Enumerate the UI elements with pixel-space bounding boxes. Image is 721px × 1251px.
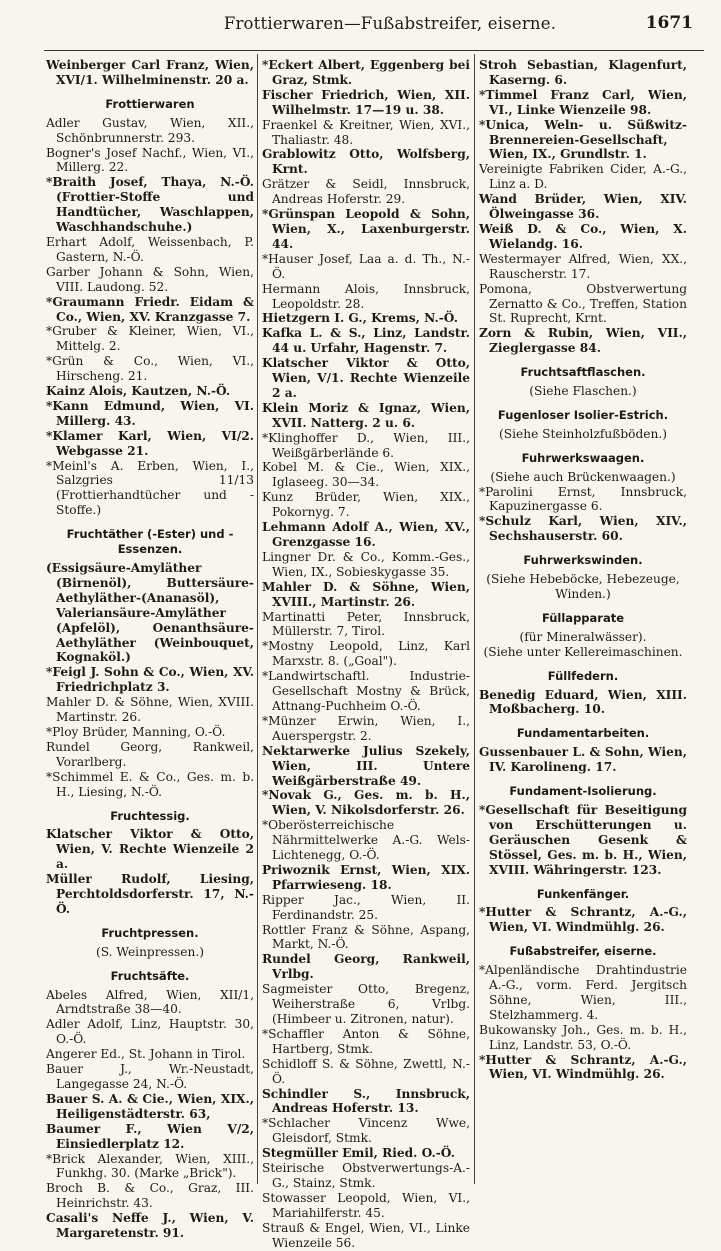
directory-entry: Grablowitz Otto, Wolfsberg, Krnt. <box>262 147 470 177</box>
cross-reference: (Siehe Flaschen.) <box>529 384 637 399</box>
cross-reference: (Siehe Steinholzfußböden.) <box>499 426 667 441</box>
column-divider <box>474 54 475 1184</box>
directory-entry: Benedig Eduard, Wien, XIII. Moßbacherg. 10. <box>479 687 687 717</box>
column-2 <box>262 58 470 1251</box>
section-heading: Fruchtsaftflaschen. <box>520 365 646 380</box>
directory-entry: Nektarwerke Julius Szekely, Wien, III. Untere Weißgärberstraße 49. <box>262 743 470 788</box>
directory-entry: *Graumann Friedr. Eidam & Co., Wien, XV. Kranzgasse 7. <box>46 294 254 324</box>
directory-entry: *Parolini Ernst, Innsbruck, Kapuzinergasse 6. <box>479 484 687 514</box>
section-heading: Funkenfänger. <box>536 886 630 901</box>
directory-entry: Ripper Jac., Wien, II. Ferdinandstr. 25. <box>262 892 470 922</box>
directory-entry: Lingner Dr. & Co., Komm.-Ges., Wien, IX., Sobieskygasse 35. <box>262 549 470 579</box>
directory-entry: *Klamer Karl, Wien, VI/2. Webgasse 21. <box>46 428 254 458</box>
directory-entry: Mahler D. & Söhne, Wien, XVIII. Martinstr. 26. <box>46 695 254 725</box>
directory-entry: *Schimmel E. & Co., Ges. m. b. H., Liesing, N.-Ö. <box>46 769 254 799</box>
directory-entry: Klatscher Viktor & Otto, Wien, V/1. Rechte Wienzeile 2 a. <box>262 356 470 400</box>
directory-entry: Bauer J., Wr.-Neustadt, Langegasse 24, N.-Ö. <box>46 1062 254 1091</box>
directory-entry: Fischer Friedrich, Wien, XII. Wilhelmstr. 17—19 u. 38. <box>262 87 470 117</box>
directory-entry: *Hutter & Schrantz, A.-G., Wien, VI. Windmühlg. 26. <box>479 905 687 935</box>
column-divider <box>257 54 258 1184</box>
directory-entry: Erhart Adolf, Weissenbach, P. Gastern, N.-Ö. <box>46 234 254 264</box>
directory-entry: Westermayer Alfred, Wien, XX., Rauscherstr. 17. <box>479 251 687 281</box>
directory-entry: *Brick Alexander, Wien, XIII., Funkhg. 30. (Marke „Brick"). <box>46 1151 254 1181</box>
directory-entry: Sagmeister Otto, Bregenz, Weiherstraße 6, Vrlbg. (Himbeer u. Zitronen, natur). <box>262 982 470 1026</box>
directory-entry: Hermann Alois, Innsbruck, Leopoldstr. 28. <box>262 281 470 311</box>
directory-entry: *Oberösterreichische Nährmittelwerke A.-G. Wels-Lichtenegg, O.-Ö. <box>262 818 470 863</box>
directory-entry: Baumer F., Wien V/2, Einsiedlerplatz 12. <box>46 1121 254 1151</box>
directory-entry: *Feigl J. Sohn & Co., Wien, XV. Friedrichplatz 3. <box>46 665 254 695</box>
section-heading: Füllapparate <box>541 610 625 625</box>
directory-entry: Müller Rudolf, Liesing, Perchtoldsdorferstr. 17, N.-Ö. <box>46 872 254 916</box>
page-number: 1671 <box>645 13 693 33</box>
directory-entry: *Klinghoffer D., Wien, III., Weißgärberlände 6. <box>262 430 470 460</box>
directory-entry: *Schaffler Anton & Söhne, Hartberg, Stmk. <box>262 1026 470 1056</box>
section-heading: Füllfedern. <box>547 668 619 683</box>
directory-entry: Klatscher Viktor & Otto, Wien, V. Rechte Wienzeile 2 a. <box>46 827 254 872</box>
directory-entry: Hietzgern I. G., Krems, N.-Ö. <box>262 311 458 326</box>
directory-entry: Schindler S., Innsbruck, Andreas Hoferstr. 13. <box>262 1086 470 1116</box>
directory-entry: Bauer S. A. & Cie., Wien, XIX., Heiligenstädterstr. 63, <box>46 1091 254 1121</box>
directory-entry: *Alpenländische Drahtindustrie A.-G., vorm. Ferd. Jergitsch Söhne, Wien, III., Stelzhammerg. 4. <box>479 963 687 1022</box>
directory-entry: Weinberger Carl Franz, Wien, XVI/1. Wilhelminenstr. 20 a. <box>46 58 254 87</box>
directory-entry: *Kann Edmund, Wien, VI. Millerg. 43. <box>46 398 254 428</box>
column-1 <box>46 58 254 1241</box>
directory-entry: *Hauser Josef, Laa a. d. Th., N.-Ö. <box>262 251 470 281</box>
column-3 <box>479 58 687 1082</box>
directory-entry: Gussenbauer L. & Sohn, Wien, IV. Karolineng. 17. <box>479 745 687 775</box>
directory-entry: *Timmel Franz Carl, Wien, VI., Linke Wienzeile 98. <box>479 87 687 117</box>
directory-entry: Zorn & Rubin, Wien, VII., Zieglergasse 84. <box>479 326 687 356</box>
section-heading: Fußabstreifer, eiserne. <box>509 944 657 959</box>
page-header <box>0 8 721 38</box>
directory-entry: Rundel Georg, Rankweil, Vrlbg. <box>262 952 470 982</box>
directory-entry: Adler Adolf, Linz, Hauptstr. 30, O.-Ö. <box>46 1017 254 1047</box>
directory-entry: Kobel M. & Cie., Wien, XIX., Iglaseeg. 30—34. <box>262 460 470 490</box>
directory-entry: Stegmüller Emil, Ried. O.-Ö. <box>262 1146 455 1161</box>
directory-entry: Klein Moriz & Ignaz, Wien, XVII. Natterg. 2 u. 6. <box>262 400 470 430</box>
directory-entry: *Gesellschaft für Beseitigung von Erschütterungen u. Geräuschen Gesenk & Stössel, Ges. m. b. H., Wien, XVIII. Währingerstr. 123. <box>479 802 687 877</box>
directory-entry: Priwoznik Ernst, Wien, XIX. Pfarrwieseng. 18. <box>262 862 470 892</box>
directory-entry: Bukowansky Joh., Ges. m. b. H., Linz, Landstr. 53, O.-Ö. <box>479 1022 687 1052</box>
directory-entry: Pomona, Obstverwertung Zernatto & Co., Treffen, Station St. Ruprecht, Krnt. <box>479 281 687 326</box>
directory-entry: *Landwirtschaftl. Industrie-Gesellschaft Mostny & Brück, Attnang-Puchheim O.-Ö. <box>262 669 470 713</box>
directory-entry: Abeles Alfred, Wien, XII/1, Arndtstraße 38—40. <box>46 987 254 1017</box>
directory-entry: Wand Brüder, Wien, XIV. Ölweingasse 36. <box>479 192 687 222</box>
directory-entry: Strauß & Engel, Wien, VI., Linke Wienzeile 56. <box>262 1220 470 1250</box>
directory-entry: Schidloff S. & Söhne, Zwettl, N.-Ö. <box>262 1056 470 1086</box>
directory-entry: *Eckert Albert, Eggenberg bei Graz, Stmk. <box>262 58 470 87</box>
directory-entry: Martinatti Peter, Innsbruck, Müllerstr. 7, Tirol. <box>262 609 470 639</box>
directory-entry: Rundel Georg, Rankweil, Vorarlberg. <box>46 739 254 769</box>
directory-entry: (Essigsäure-Amyläther (Birnenöl), Buttersäure-Aethyläther-(Ananasöl), Valeriansäure-Amyläther (Apfelöl), Oenanthsäure-Aethyläther (Weinbouquet, Kognaköl.) <box>46 561 254 665</box>
directory-entry: Lehmann Adolf A., Wien, XV., Grenzgasse 16. <box>262 520 470 549</box>
directory-entry: Kainz Alois, Kautzen, N.-Ö. <box>46 384 231 399</box>
directory-entry: *Münzer Erwin, Wien, I., Auerspergstr. 2. <box>262 713 470 743</box>
section-heading: Fruchtessig. <box>110 808 190 823</box>
section-heading: Fruchtsäfte. <box>110 968 190 983</box>
header-rule <box>44 50 704 51</box>
cross-reference: (Siehe unter Kellereimaschinen. <box>483 644 683 659</box>
directory-entry: Bogner's Josef Nachf., Wien, VI., Millerg. 22. <box>46 145 254 175</box>
directory-entry: Kafka L. & S., Linz, Landstr. 44 u. Urfahr, Hagenstr. 7. <box>262 326 470 356</box>
directory-entry: Adler Gustav, Wien, XII., Schönbrunnerstr. 293. <box>46 115 254 145</box>
directory-entry: *Schulz Karl, Wien, XIV., Sechshauserstr. 60. <box>479 514 687 544</box>
directory-entry: Kunz Brüder, Wien, XIX., Pokornyg. 7. <box>262 490 470 520</box>
section-heading: Frottierwaren <box>105 96 195 111</box>
section-heading: Fuhrwerkswinden. <box>523 553 643 568</box>
directory-entry: *Hutter & Schrantz, A.-G., Wien, VI. Windmühlg. 26. <box>479 1052 687 1082</box>
directory-entry: *Meinl's A. Erben, Wien, I., Salzgries 11/13 (Frottierhandtücher und -Stoffe.) <box>46 458 254 518</box>
section-heading: Fuhrwerkswaagen. <box>521 450 645 465</box>
directory-entry: Fraenkel & Kreitner, Wien, XVI., Thaliastr. 48. <box>262 117 470 147</box>
cross-reference: (Siehe auch Brückenwaagen.) <box>490 469 676 484</box>
directory-entry: Vereinigte Fabriken Cider, A.-G., Linz a. D. <box>479 162 687 192</box>
directory-entry: *Mostny Leopold, Linz, Karl Marxstr. 8. („Goal"). <box>262 639 470 669</box>
section-heading: Fundamentarbeiten. <box>516 726 650 741</box>
cross-reference: (S. Weinpressen.) <box>96 944 204 959</box>
directory-entry: Steirische Obstverwertungs-A.-G., Stainz, Stmk. <box>262 1161 470 1190</box>
directory-entry: Casali's Neffe J., Wien, V. Margaretenstr. 91. <box>46 1211 254 1241</box>
directory-entry: *Gruber & Kleiner, Wien, VI., Mittelg. 2. <box>46 324 254 354</box>
section-heading: Fundament-Isolierung. <box>509 784 657 799</box>
directory-entry: Broch B. & Co., Graz, III. Heinrichstr. 43. <box>46 1181 254 1211</box>
directory-entry: Stroh Sebastian, Klagenfurt, Kaserng. 6. <box>479 58 687 87</box>
section-heading: Fruchtpressen. <box>101 925 199 940</box>
section-heading: Fruchtäther (-Ester) und -Essenzen. <box>66 527 234 557</box>
directory-entry: *Braith Josef, Thaya, N.-Ö. (Frottier-Stoffe und Handtücher, Waschlappen, Waschhandschuhe.) <box>46 175 254 235</box>
directory-entry: Rottler Franz & Söhne, Aspang, Markt, N.-Ö. <box>262 922 470 952</box>
directory-entry: Weiß D. & Co., Wien, X. Wielandg. 16. <box>479 221 687 251</box>
cross-reference: (Siehe Hebeböcke, Hebezeuge, Winden.) <box>486 572 680 601</box>
directory-entry: *Unica, Weln- u. Süßwitz-Brennereien-Gesellschaft, Wien, IX., Grundlstr. 1. <box>479 117 687 162</box>
directory-entry: Garber Johann & Sohn, Wien, VIII. Laudong. 52. <box>46 264 254 294</box>
directory-entry: *Schlacher Vincenz Wwe, Gleisdorf, Stmk. <box>262 1116 470 1146</box>
section-heading: Fugenloser Isolier-Estrich. <box>497 407 669 422</box>
page-title: Frottierwaren—Fußabstreifer, eiserne. <box>223 14 557 33</box>
directory-entry: *Grünspan Leopold & Sohn, Wien, X., Laxenburgerstr. 44. <box>262 207 470 251</box>
directory-entry: Stowasser Leopold, Wien, VI., Mariahilferstr. 45. <box>262 1190 470 1220</box>
cross-reference: (für Mineralwässer). <box>519 629 647 644</box>
directory-entry: Mahler D. & Söhne, Wien, XVIII., Martinstr. 26. <box>262 579 470 609</box>
directory-entry: Angerer Ed., St. Johann in Tirol. <box>46 1047 246 1062</box>
directory-entry: *Ploy Brüder, Manning, O.-Ö. <box>46 724 226 739</box>
directory-entry: *Novak G., Ges. m. b. H., Wien, V. Nikolsdorferstr. 26. <box>262 788 470 818</box>
directory-entry: Grätzer & Seidl, Innsbruck, Andreas Hoferstr. 29. <box>262 177 470 207</box>
directory-entry: *Grün & Co., Wien, VI., Hirscheng. 21. <box>46 354 254 384</box>
